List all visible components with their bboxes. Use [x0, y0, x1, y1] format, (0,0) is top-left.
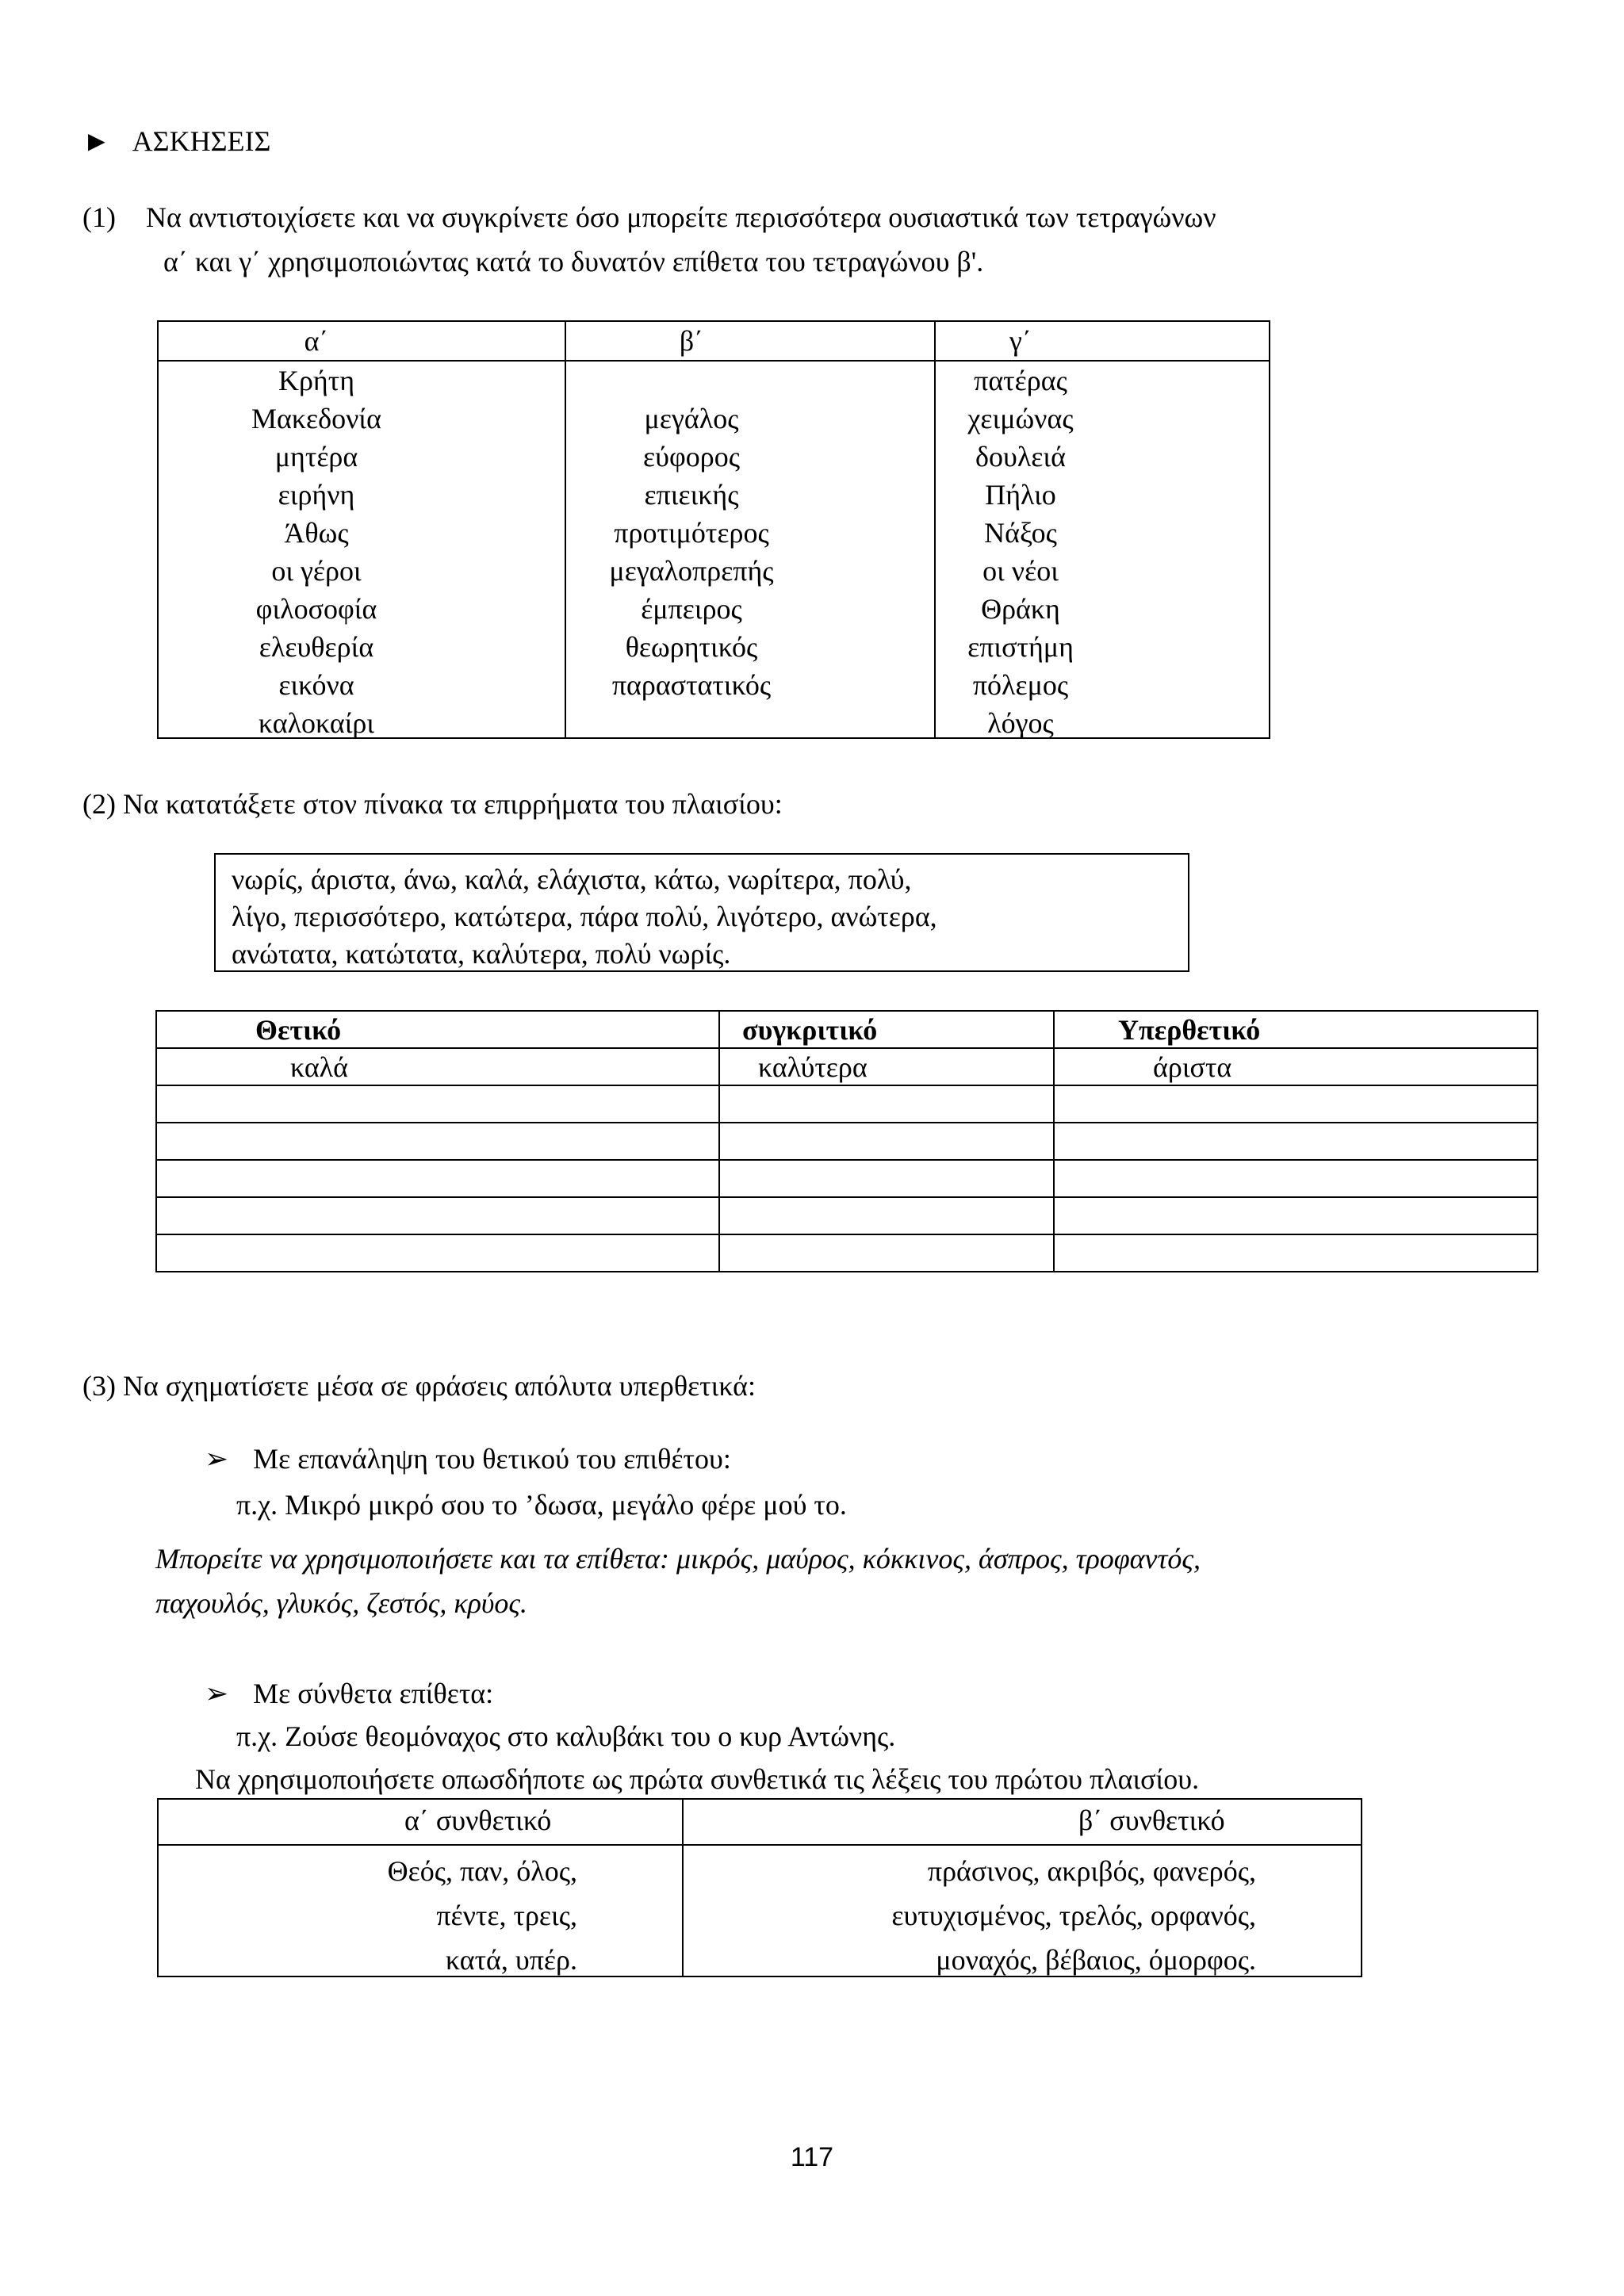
adverbs-line: νωρίς, άριστα, άνω, καλά, ελάχιστα, κάτω, νωρίτερα, πολύ,	[232, 863, 912, 895]
list-item: πατέρας	[974, 365, 1067, 396]
table-cell[interactable]	[1054, 1197, 1538, 1234]
section-heading	[82, 127, 270, 155]
list-item: έμπειρος	[641, 593, 742, 625]
ex3-bullet-1	[205, 1445, 731, 1473]
list-item: πράσινος, ακριβός, φανερός,	[927, 1855, 1256, 1887]
ex1-instruction-line1: Να αντιστοιχίσετε και να συγκρίνετε όσο μπορείτε περισσότερα ουσιαστικά των τετραγώνων	[146, 201, 1216, 233]
list-item: ειρήνη	[278, 479, 355, 511]
ex1-table	[157, 320, 1270, 739]
list-item: μεγάλος	[644, 403, 739, 434]
ex3-table-header-divider	[159, 1844, 1361, 1846]
ex1-column-a	[159, 362, 474, 742]
table-row	[156, 1197, 1538, 1234]
ex1-instruction-line2: α΄ και γ΄ χρησιμοποιώντας κατά το δυνατόν επίθετα του τετραγώνου β'.	[163, 246, 984, 277]
ex3-instruction: (3) Να σχηματίσετε μέσα σε φράσεις απόλυτα υπερθετικά:	[82, 1370, 756, 1402]
list-item: εικόνα	[278, 669, 354, 701]
arrow-bullet-icon: ➢	[205, 1678, 229, 1709]
arrow-bullet-icon: ➢	[205, 1443, 229, 1475]
ex3-header-a: α΄ συνθετικό	[404, 1804, 552, 1836]
list-item: μοναχός, βέβαιος, όμορφος.	[936, 1944, 1256, 1976]
table-cell: καλύτερα	[719, 1048, 1054, 1085]
ex3-example-2: π.χ. Ζούσε θεομόναχος στο καλυβάκι του ο κυρ Αντώνης.	[236, 1720, 896, 1752]
list-item: ευτυχισμένος, τρελός, ορφανός,	[891, 1900, 1256, 1931]
triangle-bullet-icon: ►	[82, 125, 111, 157]
ex3-header-b: β΄ συνθετικό	[1078, 1804, 1225, 1836]
ex1-column-c	[934, 362, 1107, 742]
list-item: θεωρητικός	[625, 631, 758, 663]
table-cell[interactable]	[1054, 1085, 1538, 1123]
list-item: Θράκη	[981, 593, 1060, 625]
table-cell[interactable]	[156, 1085, 719, 1123]
page-number: 117	[790, 2142, 834, 2172]
table-cell[interactable]	[719, 1234, 1054, 1272]
list-item: προτιμότερος	[614, 517, 769, 549]
list-item: παραστατικός	[611, 669, 772, 701]
ex1-header-b: β΄	[679, 325, 704, 357]
header-superlative: Υπερθετικό	[1054, 1011, 1538, 1048]
list-item: Κρήτη	[278, 365, 355, 396]
table-cell[interactable]	[719, 1085, 1054, 1123]
ex1-number: (1)	[82, 201, 116, 233]
ex1-header-c: γ΄	[1009, 325, 1032, 357]
ex2-instruction: (2) Να κατατάξετε στον πίνακα τα επιρρήματα του πλαισίου:	[82, 788, 783, 820]
adverbs-box	[214, 853, 1189, 972]
list-item: οι νέοι	[982, 555, 1059, 587]
bullet-text: Με σύνθετα επίθετα:	[253, 1678, 494, 1709]
header-positive: Θετικό	[156, 1011, 719, 1048]
list-item: φιλοσοφία	[255, 593, 377, 625]
header-comparative: συγκριτικό	[719, 1011, 1054, 1048]
list-item: δουλειά	[975, 441, 1066, 473]
ex3-column-b	[684, 1849, 1256, 1982]
list-item: λόγος	[987, 707, 1054, 739]
table-row	[156, 1011, 1538, 1048]
ex3-table	[157, 1798, 1362, 1977]
table-cell[interactable]	[156, 1160, 719, 1197]
section-title: ΑΣΚΗΣΕΙΣ	[132, 125, 271, 157]
table-row	[156, 1048, 1538, 1085]
table-row	[156, 1085, 1538, 1123]
ex1-column-b	[565, 400, 818, 704]
ex1-header-a: α΄	[304, 325, 329, 357]
adverbs-line: ανώτατα, κατώτατα, καλύτερα, πολύ νωρίς.	[232, 938, 731, 970]
ex3-column-a	[159, 1849, 577, 1982]
ex3-note-line2: παχουλός, γλυκός, ζεστός, κρύος.	[155, 1587, 528, 1619]
table-cell[interactable]	[719, 1160, 1054, 1197]
ex3-example-1: π.χ. Μικρό μικρό σου το ’δωσα, μεγάλο φέρε μού το.	[236, 1489, 847, 1521]
table-cell[interactable]	[719, 1197, 1054, 1234]
table-cell[interactable]	[719, 1123, 1054, 1160]
table-cell[interactable]	[1054, 1234, 1538, 1272]
table-cell[interactable]	[156, 1234, 719, 1272]
list-item: μητέρα	[274, 441, 358, 473]
list-item: Μακεδονία	[251, 403, 381, 434]
list-item: μεγαλοπρεπής	[609, 555, 774, 587]
list-item: εύφορος	[643, 441, 740, 473]
table-cell: καλά	[156, 1048, 719, 1085]
adverbs-line: λίγο, περισσότερο, κατώτερα, πάρα πολύ, λιγότερο, ανώτερα,	[232, 901, 937, 932]
ex3-instruction-2: Να χρησιμοποιήσετε οπωσδήποτε ως πρώτα συνθετικά τις λέξεις του πρώτου πλαισίου.	[195, 1763, 1200, 1795]
list-item: πέντε, τρεις,	[436, 1900, 577, 1931]
list-item: Άθως	[284, 517, 349, 549]
list-item: πόλεμος	[972, 669, 1069, 701]
list-item: Θεός, παν, όλος,	[387, 1855, 577, 1887]
ex3-bullet-2	[205, 1679, 493, 1708]
table-row	[156, 1123, 1538, 1160]
list-item: Πήλιο	[985, 479, 1056, 511]
list-item: καλοκαίρι	[258, 707, 375, 739]
list-item: επιστήμη	[967, 631, 1074, 663]
table-row	[156, 1160, 1538, 1197]
table-cell[interactable]	[1054, 1123, 1538, 1160]
list-item: οι γέροι	[271, 555, 362, 587]
list-item: επιεικής	[644, 479, 739, 511]
ex2-table	[155, 1010, 1538, 1272]
table-cell[interactable]	[156, 1197, 719, 1234]
table-cell[interactable]	[156, 1123, 719, 1160]
table-cell: άριστα	[1054, 1048, 1538, 1085]
table-cell[interactable]	[1054, 1160, 1538, 1197]
list-item: χειμώνας	[967, 403, 1074, 434]
bullet-text: Με επανάληψη του θετικού του επιθέτου:	[253, 1443, 731, 1475]
list-item: Νάξος	[984, 517, 1057, 549]
list-item: κατά, υπέρ.	[445, 1944, 577, 1976]
table-row	[156, 1234, 1538, 1272]
list-item: ελευθερία	[259, 631, 374, 663]
ex3-note-line1: Μπορείτε να χρησιμοποιήσετε και τα επίθετα: μικρός, μαύρος, κόκκινος, άσπρος, τροφαντός,	[155, 1543, 1201, 1575]
